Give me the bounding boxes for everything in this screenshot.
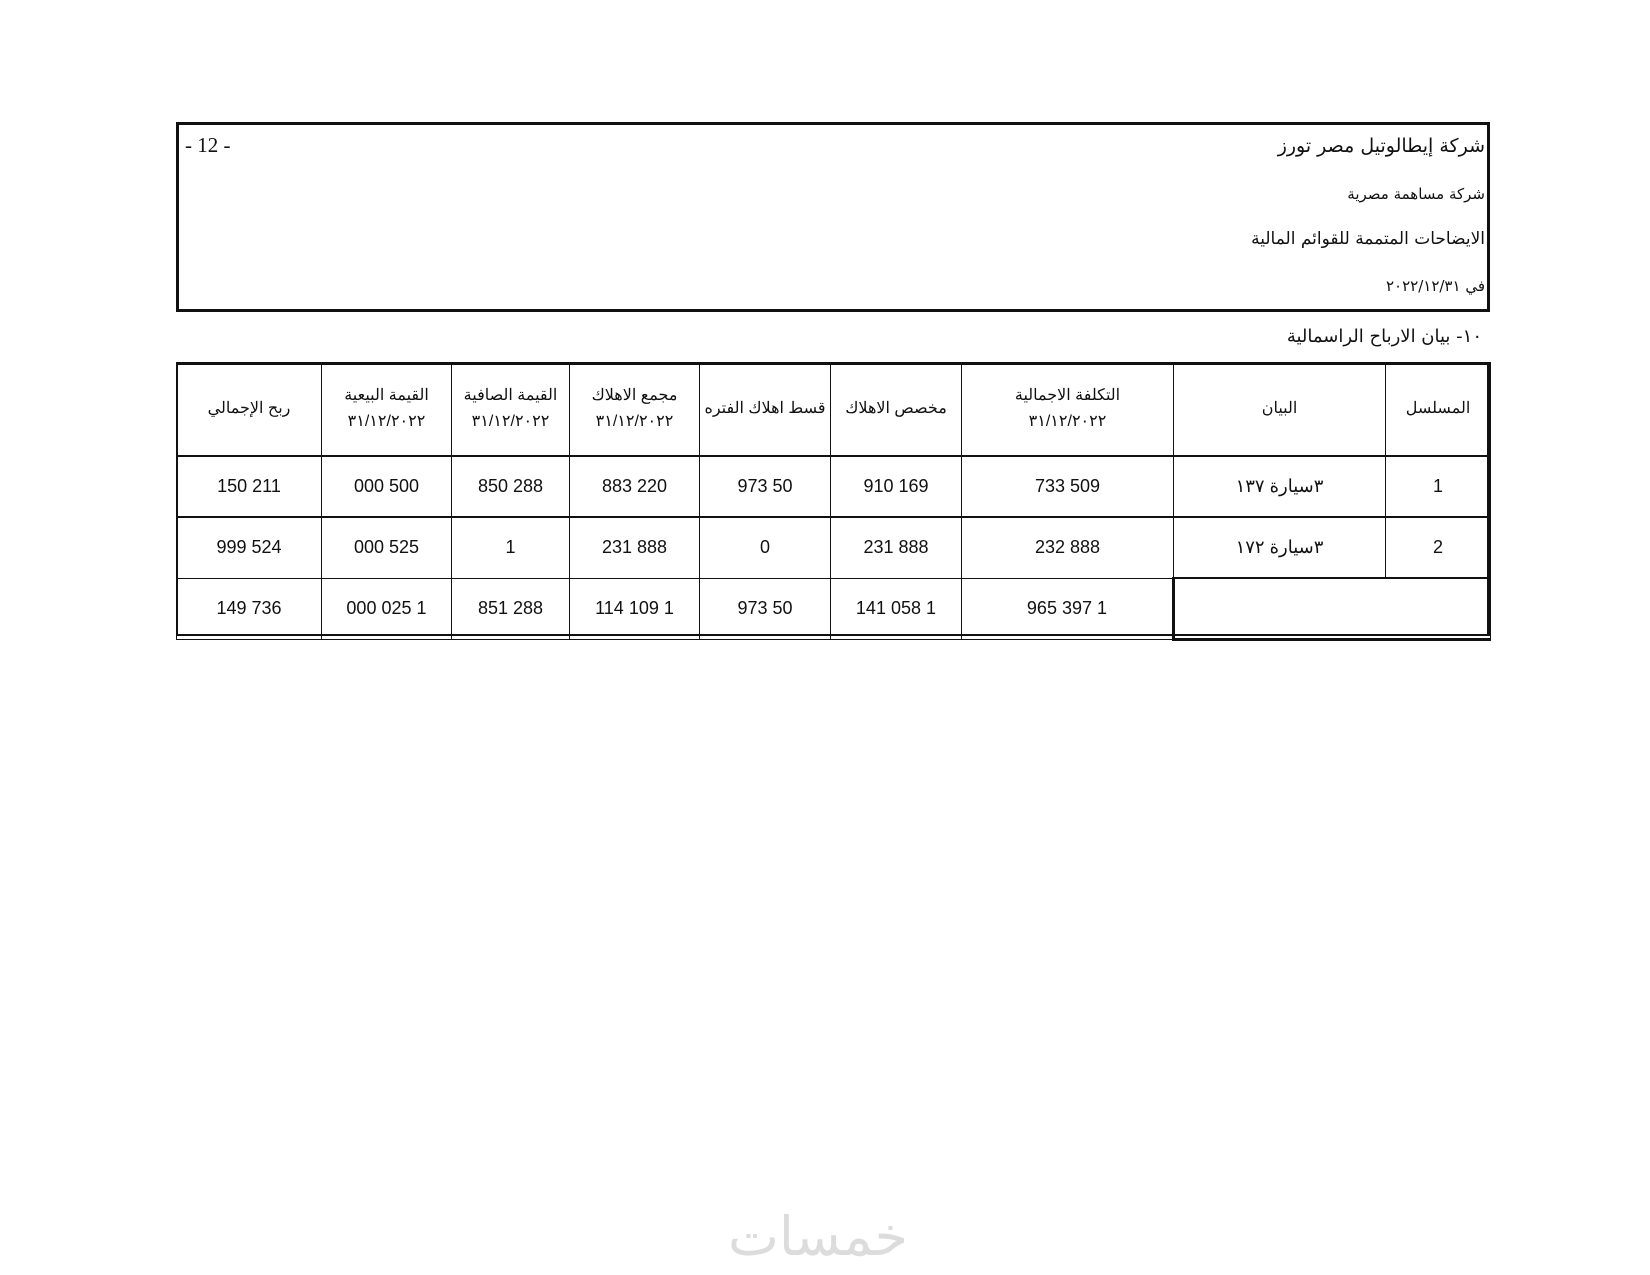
total-profit: 736 149 xyxy=(177,578,322,640)
table-row xyxy=(177,517,1491,578)
cell-sale-value: 500 000 xyxy=(322,456,452,517)
total-period-depreciation: 50 973 xyxy=(700,578,831,640)
cell-net-value: 1 xyxy=(452,517,570,578)
capital-gains-table xyxy=(176,362,1491,641)
cell-depreciation-provision: 169 910 xyxy=(831,456,962,517)
cell-serial: 2 xyxy=(1386,517,1491,578)
table-header-row xyxy=(177,363,1491,457)
cell-period-depreciation: 50 973 xyxy=(700,456,831,517)
col-header-accumulated-depreciation: مجمع الاهلاك ٣١/١٢/٢٠٢٢ xyxy=(570,363,700,457)
cell-accumulated-depreciation: 220 883 xyxy=(570,456,700,517)
col-header-period-depreciation: قسط اهلاك الفتره xyxy=(700,363,831,457)
cell-total-cost: 888 232 xyxy=(962,517,1174,578)
totals-row xyxy=(177,578,1491,640)
section-title: ١٠- بيان الارباح الراسمالية xyxy=(1286,326,1482,347)
totals-label-cell xyxy=(1174,578,1491,640)
total-sale-value: 1 025 000 xyxy=(322,578,452,640)
notes-title: الايضاحات المتممة للقوائم المالية xyxy=(1251,229,1485,249)
total-depreciation-provision: 1 058 141 xyxy=(831,578,962,640)
watermark-logo: خمسات xyxy=(728,1205,909,1268)
cell-sale-value: 525 000 xyxy=(322,517,452,578)
cell-description: ٣سيارة ١٧٢ xyxy=(1174,517,1386,578)
cell-total-profit: 524 999 xyxy=(177,517,322,578)
cell-serial: 1 xyxy=(1386,456,1491,517)
table-row xyxy=(177,456,1491,517)
total-accumulated-depreciation: 1 109 114 xyxy=(570,578,700,640)
company-type: شركة مساهمة مصرية xyxy=(1347,185,1485,203)
cell-accumulated-depreciation: 888 231 xyxy=(570,517,700,578)
col-header-sale-value: القيمة البيعية ٣١/١٢/٢٠٢٢ xyxy=(322,363,452,457)
cell-depreciation-provision: 888 231 xyxy=(831,517,962,578)
page-number: - 12 - xyxy=(185,133,231,157)
cell-period-depreciation: 0 xyxy=(700,517,831,578)
total-net-value: 288 851 xyxy=(452,578,570,640)
cell-description: ٣سيارة ١٣٧ xyxy=(1174,456,1386,517)
company-name: شركة إيطالوتيل مصر تورز xyxy=(1277,135,1485,157)
col-header-serial: المسلسل xyxy=(1386,363,1491,457)
total-total-cost: 1 397 965 xyxy=(962,578,1174,640)
col-header-total-cost: التكلفة الاجمالية ٣١/١٢/٢٠٢٢ xyxy=(962,363,1174,457)
col-header-total-profit: ربح الإجمالي xyxy=(177,363,322,457)
col-header-description: البيان xyxy=(1174,363,1386,457)
report-date: في ٢٠٢٢/١٢/٣١ xyxy=(1385,277,1485,295)
cell-total-profit: 211 150 xyxy=(177,456,322,517)
col-header-net-value: القيمة الصافية ٣١/١٢/٢٠٢٢ xyxy=(452,363,570,457)
report-header xyxy=(176,122,1490,312)
cell-total-cost: 509 733 xyxy=(962,456,1174,517)
col-header-depreciation-provision: مخصص الاهلاك xyxy=(831,363,962,457)
cell-net-value: 288 850 xyxy=(452,456,570,517)
